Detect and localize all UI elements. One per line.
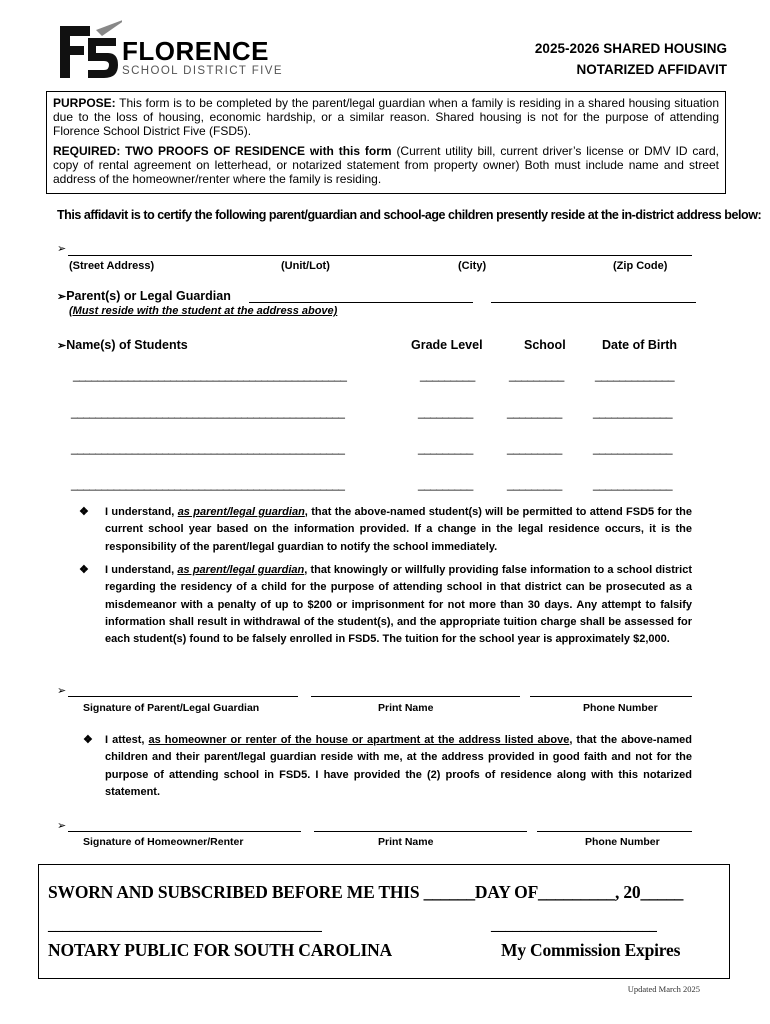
students-label: Name(s) of Students bbox=[66, 338, 188, 352]
student-school-field[interactable]: _________ bbox=[509, 368, 564, 382]
purpose-text: This form is to be completed by the parent/legal guardian when a family is residing in a shared housing situation due to the loss of housing, economic hardship, or a similar reason. Shared housing is not for the purpose of attending Florence School District Five (FSD5). bbox=[53, 96, 719, 139]
arrow-bullet-icon: ➢ bbox=[57, 291, 67, 303]
student-name-field[interactable]: _____________________________________________ bbox=[71, 477, 345, 491]
address-line[interactable] bbox=[68, 255, 692, 256]
purpose-label: PURPOSE: bbox=[53, 96, 116, 110]
print-name-label: Print Name bbox=[378, 836, 434, 848]
owner-signature-line[interactable] bbox=[68, 831, 301, 832]
diamond-bullet-icon: ❖ bbox=[79, 564, 89, 576]
student-school-field[interactable]: _________ bbox=[507, 477, 562, 491]
commission-expires-label: My Commission Expires bbox=[501, 940, 681, 960]
statement-2-text: I understand, as parent/legal guardian, that knowingly or willfully providing false information to a school district regarding the residency of a child for the purpose of attending school in that district can be prosecuted as a misdemeanor with a penalty of up to $200 or imprisonment for not more than 30 days. Any attempt to falsify information shall result in withdrawal of the student(s), and the appropriate tuition charge shall be assessed for each student(s) found to be falsely enrolled in FSD5. The tuition for the school year is approximately $2,000. bbox=[105, 564, 692, 646]
purpose-box bbox=[46, 91, 726, 194]
arrow-bullet-icon: ➢ bbox=[57, 820, 67, 832]
student-school-field[interactable]: _________ bbox=[507, 441, 562, 455]
grade-column-header: Grade Level bbox=[411, 338, 483, 352]
student-dob-field[interactable]: _____________ bbox=[593, 405, 672, 419]
f5-logo-icon bbox=[58, 20, 122, 84]
statement-1-emphasis: as parent/legal guardian bbox=[177, 506, 305, 518]
purpose-paragraph bbox=[53, 96, 719, 139]
title-line-1: 2025-2026 SHARED HOUSING bbox=[534, 41, 727, 56]
notary-public-label: NOTARY PUBLIC FOR SOUTH CAROLINA bbox=[48, 940, 392, 960]
phone-number-label: Phone Number bbox=[583, 702, 658, 714]
title-line-2: NOTARIZED AFFIDAVIT bbox=[576, 62, 727, 77]
logo-subtitle: SCHOOL DISTRICT FIVE bbox=[122, 65, 283, 77]
student-dob-field[interactable]: _____________ bbox=[595, 368, 674, 382]
student-grade-field[interactable]: _________ bbox=[418, 477, 473, 491]
required-text: (Current utility bill, current driver’s license or DMV ID card, copy of rental agreement on letterhead, or notarized statement from property owner) Both must include name and street address of the homeowner/renter where the family is residing. bbox=[53, 143, 720, 187]
student-grade-field[interactable]: _________ bbox=[418, 405, 473, 419]
student-grade-field[interactable]: _________ bbox=[420, 368, 475, 382]
student-dob-field[interactable]: _____________ bbox=[593, 477, 672, 491]
certify-statement: This affidavit is to certify the following parent/guardian and school-age children presently reside at the in-district address below: bbox=[57, 208, 762, 222]
parent-signature-label: Signature of Parent/Legal Guardian bbox=[83, 702, 260, 714]
logo-name: FLORENCE bbox=[122, 36, 269, 66]
sworn-statement[interactable]: SWORN AND SUBSCRIBED BEFORE ME THIS ______DAY OF_________, 20_____ bbox=[48, 882, 684, 902]
zip-label: (Zip Code) bbox=[613, 260, 668, 272]
required-paragraph bbox=[53, 144, 719, 187]
unit-label: (Unit/Lot) bbox=[281, 260, 330, 272]
dob-column-header: Date of Birth bbox=[602, 338, 677, 352]
statement-3-emphasis: as homeowner or renter of the house or apartment at the address listed above bbox=[148, 734, 570, 746]
form-title bbox=[535, 38, 727, 80]
student-grade-field[interactable]: _________ bbox=[418, 441, 473, 455]
parent-print-name-line[interactable] bbox=[311, 696, 520, 697]
statement-2-emphasis: as parent/legal guardian bbox=[177, 564, 305, 576]
guardian-note: (Must reside with the student at the address above) bbox=[69, 305, 338, 317]
statement-3-text: I attest, as homeowner or renter of the house or apartment at the address listed above, that the above-named children and their parent/legal guardian reside with me, at the address provided in good faith and not for the purpose of attending school in FSD5. I have provided the (2) proofs of residence along with this notarized statement. bbox=[105, 734, 693, 798]
commission-expiry-line[interactable]: _______________________ bbox=[491, 918, 657, 934]
guardian-row bbox=[57, 289, 231, 303]
parent-phone-line[interactable] bbox=[530, 696, 692, 697]
school-column-header: School bbox=[524, 338, 566, 352]
guardian-line-2[interactable] bbox=[491, 302, 696, 303]
notary-signature-line[interactable]: ______________________________________ bbox=[48, 918, 322, 934]
required-label: REQUIRED: TWO PROOFS OF RESIDENCE with this form bbox=[53, 143, 392, 158]
student-name-field[interactable]: _____________________________________________ bbox=[71, 405, 345, 419]
students-row bbox=[57, 338, 188, 352]
statement-1-text: I understand, as parent/legal guardian, that the above-named student(s) will be permitted to attend FSD5 for the current school year based on the information provided. If a change in the legal residence occurs, it is the responsibility of the parent/legal guardian to notify the school immediately. bbox=[105, 506, 692, 553]
guardian-label: Parent(s) or Legal Guardian bbox=[66, 289, 231, 303]
updated-date: Updated March 2025 bbox=[627, 984, 700, 994]
student-name-field[interactable]: _____________________________________________ bbox=[73, 368, 347, 382]
arrow-bullet-icon: ➢ bbox=[57, 243, 67, 255]
diamond-bullet-icon: ❖ bbox=[79, 506, 89, 518]
print-name-label: Print Name bbox=[378, 702, 434, 714]
diamond-bullet-icon: ❖ bbox=[83, 734, 93, 746]
arrow-bullet-icon: ➢ bbox=[57, 340, 67, 352]
owner-print-name-line[interactable] bbox=[314, 831, 527, 832]
student-school-field[interactable]: _________ bbox=[507, 405, 562, 419]
parent-signature-line[interactable] bbox=[68, 696, 298, 697]
owner-phone-line[interactable] bbox=[537, 831, 692, 832]
student-name-field[interactable]: _____________________________________________ bbox=[71, 441, 345, 455]
student-dob-field[interactable]: _____________ bbox=[593, 441, 672, 455]
street-label: (Street Address) bbox=[69, 260, 155, 272]
owner-signature-label: Signature of Homeowner/Renter bbox=[83, 836, 244, 848]
arrow-bullet-icon: ➢ bbox=[57, 685, 67, 697]
guardian-line-1[interactable] bbox=[249, 302, 473, 303]
phone-number-label: Phone Number bbox=[585, 836, 660, 848]
city-label: (City) bbox=[458, 260, 487, 272]
